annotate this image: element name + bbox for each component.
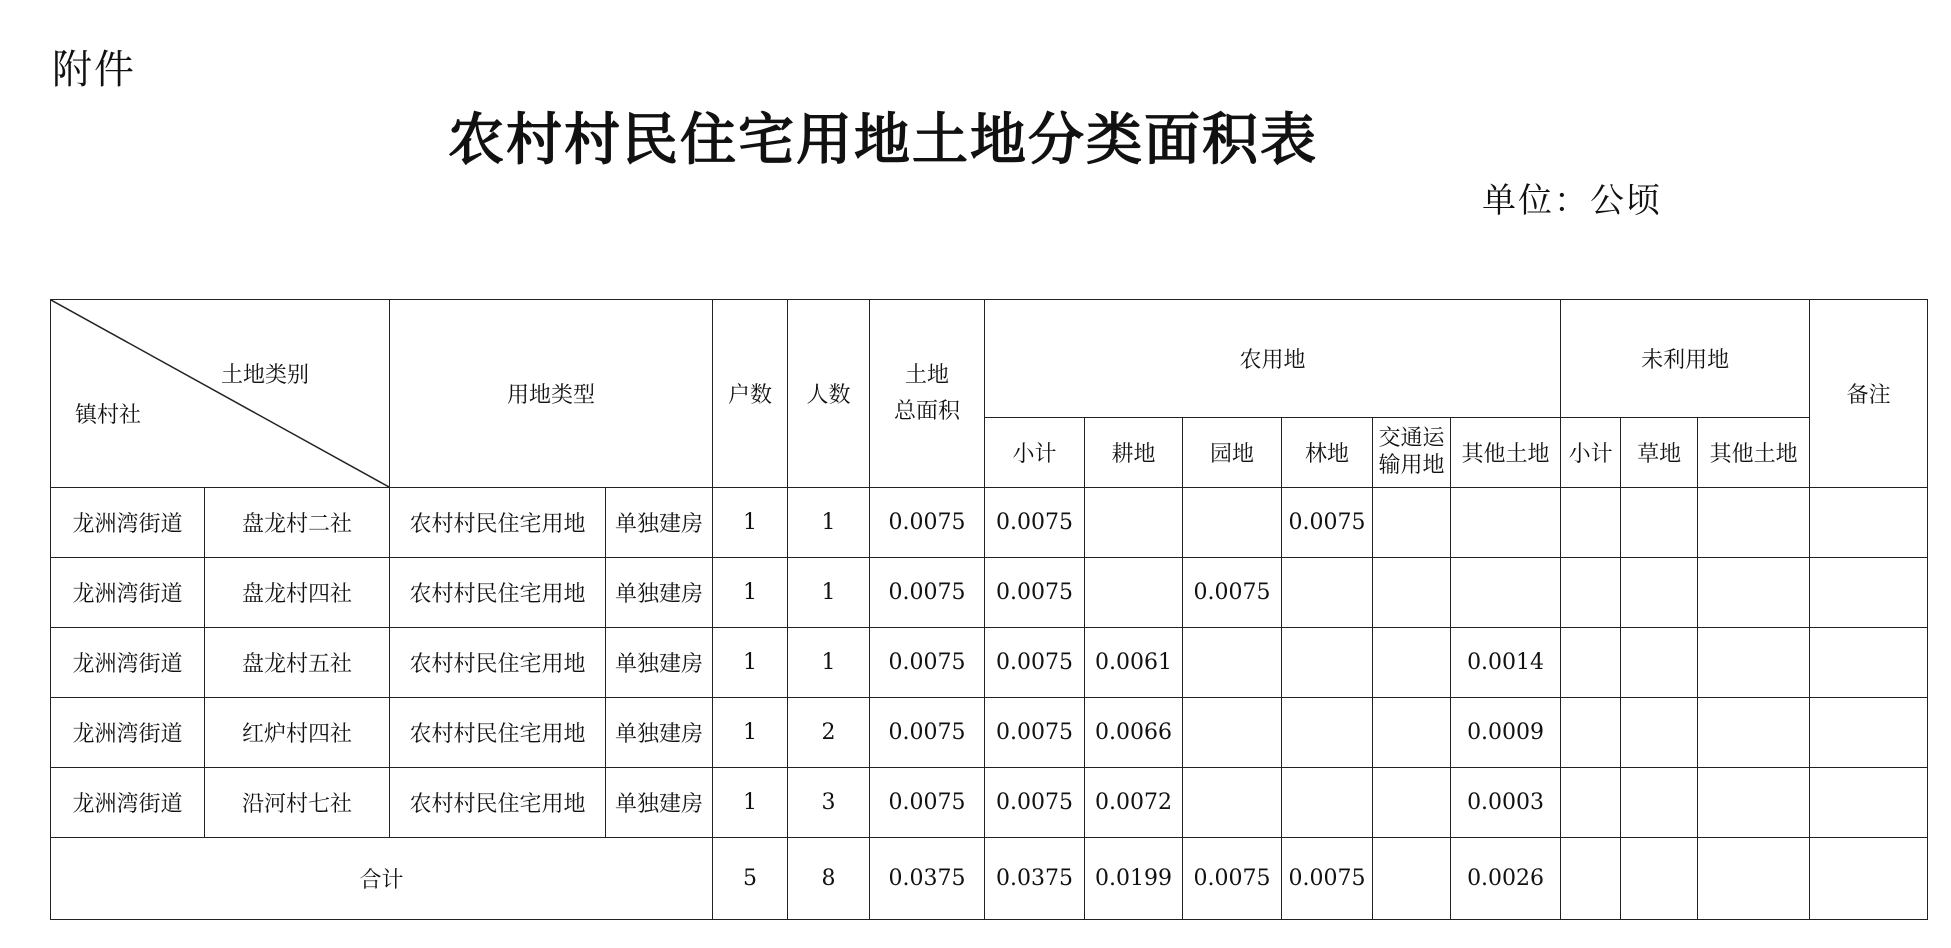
header-unused-subtotal: 小计 (1561, 418, 1621, 488)
cell-unused-subtotal (1561, 488, 1621, 558)
cell-town: 龙洲湾街道 (51, 698, 205, 768)
cell-unused-other (1698, 698, 1810, 768)
table-row (51, 768, 1928, 838)
cell-garden (1183, 768, 1282, 838)
cell-agri-subtotal: 0.0075 (985, 768, 1085, 838)
total-agri-other: 0.0026 (1451, 838, 1561, 920)
total-transport (1373, 838, 1451, 920)
cell-unused-subtotal (1561, 628, 1621, 698)
cell-total-area: 0.0075 (870, 488, 985, 558)
total-area: 0.0375 (870, 838, 985, 920)
header-unused-other: 其他土地 (1698, 418, 1810, 488)
cell-town: 龙洲湾街道 (51, 558, 205, 628)
header-agri-other: 其他土地 (1451, 418, 1561, 488)
header-total-area: 土地 总面积 (870, 300, 985, 488)
cell-unused-other (1698, 768, 1810, 838)
cell-remark (1810, 558, 1928, 628)
total-farmland: 0.0199 (1085, 838, 1183, 920)
diagonal-header-cell (51, 300, 390, 488)
cell-agri-other (1451, 488, 1561, 558)
cell-transport (1373, 558, 1451, 628)
cell-forest (1282, 558, 1373, 628)
header-town-village: 镇村社 (75, 403, 142, 428)
cell-remark (1810, 628, 1928, 698)
header-unused-land: 未利用地 (1561, 300, 1810, 418)
cell-farmland (1085, 558, 1183, 628)
cell-forest (1282, 698, 1373, 768)
document-title: 农村村民住宅用地土地分类面积表 (448, 107, 1318, 173)
table-row (51, 558, 1928, 628)
cell-grass (1621, 768, 1698, 838)
diagonal-line (51, 300, 389, 487)
cell-remark (1810, 768, 1928, 838)
cell-people: 1 (788, 628, 870, 698)
cell-unused-other (1698, 488, 1810, 558)
cell-farmland: 0.0061 (1085, 628, 1183, 698)
header-land-use-type: 用地类型 (390, 300, 713, 488)
total-households: 5 (713, 838, 788, 920)
cell-remark (1810, 698, 1928, 768)
cell-transport (1373, 698, 1451, 768)
table-row (51, 488, 1928, 558)
cell-remark (1810, 488, 1928, 558)
cell-village: 红炉村四社 (205, 698, 390, 768)
cell-total-area: 0.0075 (870, 698, 985, 768)
header-agri-subtotal: 小计 (985, 418, 1085, 488)
cell-unused-subtotal (1561, 698, 1621, 768)
cell-people: 1 (788, 488, 870, 558)
cell-agri-other: 0.0014 (1451, 628, 1561, 698)
cell-build-type: 单独建房 (606, 768, 713, 838)
cell-agri-subtotal: 0.0075 (985, 698, 1085, 768)
cell-total-area: 0.0075 (870, 768, 985, 838)
cell-build-type: 单独建房 (606, 558, 713, 628)
cell-agri-other (1451, 558, 1561, 628)
total-agri-subtotal: 0.0375 (985, 838, 1085, 920)
cell-forest (1282, 628, 1373, 698)
cell-forest (1282, 768, 1373, 838)
cell-people: 3 (788, 768, 870, 838)
cell-land-use: 农村村民住宅用地 (390, 768, 606, 838)
cell-grass (1621, 488, 1698, 558)
cell-village: 盘龙村四社 (205, 558, 390, 628)
cell-unused-subtotal (1561, 558, 1621, 628)
total-label: 合计 (51, 838, 713, 920)
header-land-category: 土地类别 (221, 363, 310, 388)
total-garden: 0.0075 (1183, 838, 1282, 920)
cell-total-area: 0.0075 (870, 628, 985, 698)
cell-land-use: 农村村民住宅用地 (390, 698, 606, 768)
total-remark (1810, 838, 1928, 920)
cell-unused-other (1698, 558, 1810, 628)
cell-village: 盘龙村二社 (205, 488, 390, 558)
total-grass (1621, 838, 1698, 920)
cell-people: 2 (788, 698, 870, 768)
header-farmland: 耕地 (1085, 418, 1183, 488)
cell-garden (1183, 698, 1282, 768)
total-unused-subtotal (1561, 838, 1621, 920)
cell-households: 1 (713, 558, 788, 628)
attachment-label: 附件 (52, 47, 136, 93)
land-area-table (50, 299, 1928, 920)
cell-households: 1 (713, 768, 788, 838)
cell-agri-other: 0.0003 (1451, 768, 1561, 838)
cell-forest: 0.0075 (1282, 488, 1373, 558)
cell-grass (1621, 628, 1698, 698)
header-households: 户数 (713, 300, 788, 488)
cell-transport (1373, 628, 1451, 698)
table-row (51, 698, 1928, 768)
header-forest: 林地 (1282, 418, 1373, 488)
cell-households: 1 (713, 488, 788, 558)
cell-build-type: 单独建房 (606, 628, 713, 698)
cell-build-type: 单独建房 (606, 488, 713, 558)
cell-transport (1373, 488, 1451, 558)
header-grass: 草地 (1621, 418, 1698, 488)
cell-farmland (1085, 488, 1183, 558)
cell-town: 龙洲湾街道 (51, 488, 205, 558)
header-transport: 交通运 输用地 (1373, 418, 1451, 488)
cell-land-use: 农村村民住宅用地 (390, 488, 606, 558)
total-unused-other (1698, 838, 1810, 920)
header-remark: 备注 (1810, 300, 1928, 488)
cell-agri-subtotal: 0.0075 (985, 628, 1085, 698)
unit-label: 单位：公顷 (1482, 181, 1662, 221)
cell-village: 沿河村七社 (205, 768, 390, 838)
header-people: 人数 (788, 300, 870, 488)
cell-grass (1621, 698, 1698, 768)
header-row-top (51, 300, 1928, 418)
cell-village: 盘龙村五社 (205, 628, 390, 698)
cell-people: 1 (788, 558, 870, 628)
cell-households: 1 (713, 698, 788, 768)
cell-farmland: 0.0066 (1085, 698, 1183, 768)
cell-garden (1183, 488, 1282, 558)
cell-transport (1373, 768, 1451, 838)
cell-garden (1183, 628, 1282, 698)
total-row (51, 838, 1928, 920)
table-row (51, 628, 1928, 698)
cell-grass (1621, 558, 1698, 628)
cell-total-area: 0.0075 (870, 558, 985, 628)
cell-agri-subtotal: 0.0075 (985, 488, 1085, 558)
cell-households: 1 (713, 628, 788, 698)
cell-farmland: 0.0072 (1085, 768, 1183, 838)
cell-agri-other: 0.0009 (1451, 698, 1561, 768)
cell-land-use: 农村村民住宅用地 (390, 558, 606, 628)
cell-town: 龙洲湾街道 (51, 628, 205, 698)
header-garden: 园地 (1183, 418, 1282, 488)
cell-land-use: 农村村民住宅用地 (390, 628, 606, 698)
cell-unused-other (1698, 628, 1810, 698)
cell-agri-subtotal: 0.0075 (985, 558, 1085, 628)
total-forest: 0.0075 (1282, 838, 1373, 920)
cell-town: 龙洲湾街道 (51, 768, 205, 838)
cell-build-type: 单独建房 (606, 698, 713, 768)
header-agri-land: 农用地 (985, 300, 1561, 418)
cell-garden: 0.0075 (1183, 558, 1282, 628)
cell-unused-subtotal (1561, 768, 1621, 838)
total-people: 8 (788, 838, 870, 920)
